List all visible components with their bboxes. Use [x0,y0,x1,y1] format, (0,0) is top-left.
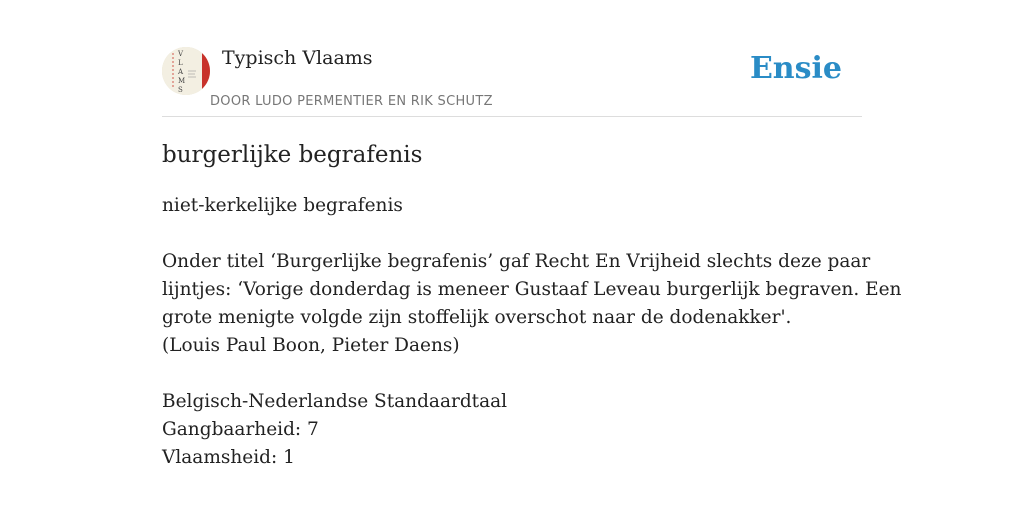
ensie-logo[interactable]: Ensie [749,51,842,86]
entry-gangbaarheid: Gangbaarheid: 7 [162,419,319,440]
quote-citation: (Louis Paul Boon, Pieter Daens) [162,335,460,356]
quote-line: lijntjes: ‘Vorige donderdag is meneer Gustaaf Leveau burgerlijk begraven. Een [162,279,902,300]
svg-text:A: A [178,68,184,76]
entry-body [162,192,902,472]
svg-text:S: S [178,86,183,94]
svg-text:L: L [178,59,183,67]
source-title[interactable]: Typisch Vlaams [222,47,373,69]
source-authors: DOOR LUDO PERMENTIER EN RIK SCHUTZ [210,94,493,109]
quote-line: grote menigte volgde zijn stoffelijk overschot naar de dodenakker'. [162,307,792,328]
quote-line: Onder titel ‘Burgerlijke begrafenis’ gaf Recht En Vrijheid slechts deze paar [162,251,871,272]
entry-term: burgerlijke begrafenis [162,142,423,168]
paragraph-spacer [162,360,862,388]
source-header [162,44,862,117]
svg-text:M: M [178,77,186,85]
entry-vlaamsheid: Vlaamsheid: 1 [162,447,295,468]
book-cover-icon[interactable] [162,47,210,95]
svg-text:V: V [178,50,184,58]
entry-language: Belgisch-Nederlandse Standaardtaal [162,391,508,412]
entry-content [162,138,902,472]
entry-definition: niet-kerkelijke begrafenis [162,195,403,216]
paragraph-spacer [162,220,862,248]
